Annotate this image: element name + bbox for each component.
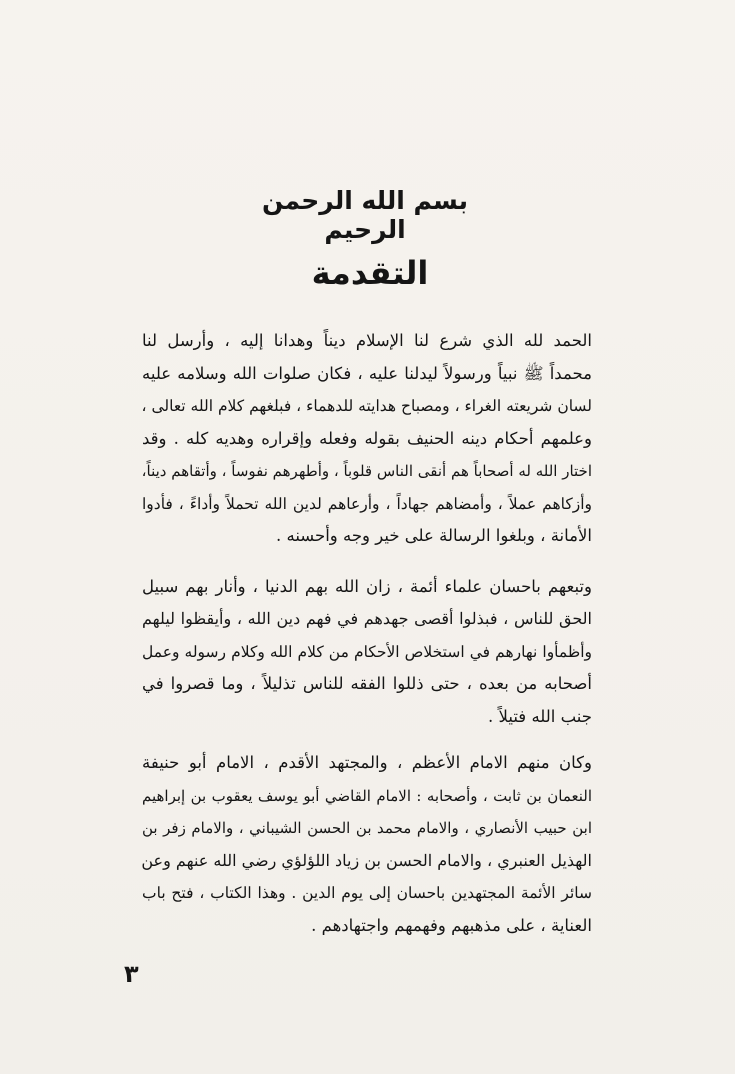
text-line: الأمانة ، وبلغوا الرسالة على خير وجه وأحسنه . xyxy=(275,526,592,545)
text-line: النعمان بن ثابت ، وأصحابه : الامام القاضي أبو يوسف يعقوب بن إبراهيم xyxy=(142,786,592,805)
paragraph-1 xyxy=(142,325,592,553)
text-line: وعلمهم أحكام دينه الحنيف بقوله وفعله وإقراره وهديه كله . وقد xyxy=(142,428,592,448)
paragraph-2 xyxy=(142,571,592,734)
text-line: اختار الله له أصحاباً هم أنقى الناس قلوباً ، وأطهرهم نفوساً ، وأتقاهم ديناً، xyxy=(141,462,592,480)
text-line: محمداً ﷺ نبياً ورسولاً ليدلنا عليه ، فكان صلوات الله وسلامه عليه xyxy=(142,363,592,383)
basmala-calligraphy: بسم الله الرحمن الرحيم xyxy=(262,186,468,244)
paragraph-gap xyxy=(142,733,592,747)
text-line: الحمد لله الذي شرع لنا الإسلام ديناً وهدانا إليه ، وأرسل لنا xyxy=(142,331,592,350)
text-line: الحق للناس ، فبذلوا أقصى جهدهم في فهم دين الله ، وأيقظوا ليلهم xyxy=(142,609,592,628)
text-line: وتبعهم باحسان علماء أئمة ، زان الله بهم الدنيا ، وأنار بهم سبيل xyxy=(142,576,592,596)
text-line: جنب الله فتيلاً . xyxy=(488,706,592,726)
text-line: سائر الأئمة المجتهدين باحسان إلى يوم الدين . وهذا الكتاب ، فتح باب xyxy=(142,884,592,902)
text-line: وأظمأوا نهارهم في استخلاص الأحكام من كلام الله وكلام رسوله وعمل xyxy=(142,642,592,661)
page-number: ٣ xyxy=(124,960,139,988)
text-line: لسان شريعته الغراء ، ومصباح هدايته للدهماء ، فبلغهم كلام الله تعالى ، xyxy=(141,397,592,415)
body-text xyxy=(142,325,592,942)
text-line: الهذيل العنبري ، والامام الحسن بن زياد اللؤلؤي رضي الله عنهم وعن xyxy=(141,850,592,870)
text-line: العناية ، على مذهبهم وفهمهم واجتهادهم . xyxy=(311,915,592,935)
text-line: أصحابه من بعده ، حتى ذللوا الفقه للناس تذليلاً ، وما قصروا في xyxy=(142,674,592,693)
text-line: وكان منهم الامام الأعظم ، والمجتهد الأقدم ، الامام أبو حنيفة xyxy=(142,753,592,772)
paragraph-gap xyxy=(142,553,592,571)
text-line: ابن حبيب الأنصاري ، والامام محمد بن الحسن الشيباني ، والامام زفر بن xyxy=(142,819,592,837)
text-line: وأزكاهم عملاً ، وأمضاهم جهاداً ، وأرعاهم لدين الله تحملاً وأداءً ، فأدوا xyxy=(142,494,592,513)
page-heading: التقدمة xyxy=(311,254,429,292)
paragraph-3 xyxy=(142,747,592,942)
